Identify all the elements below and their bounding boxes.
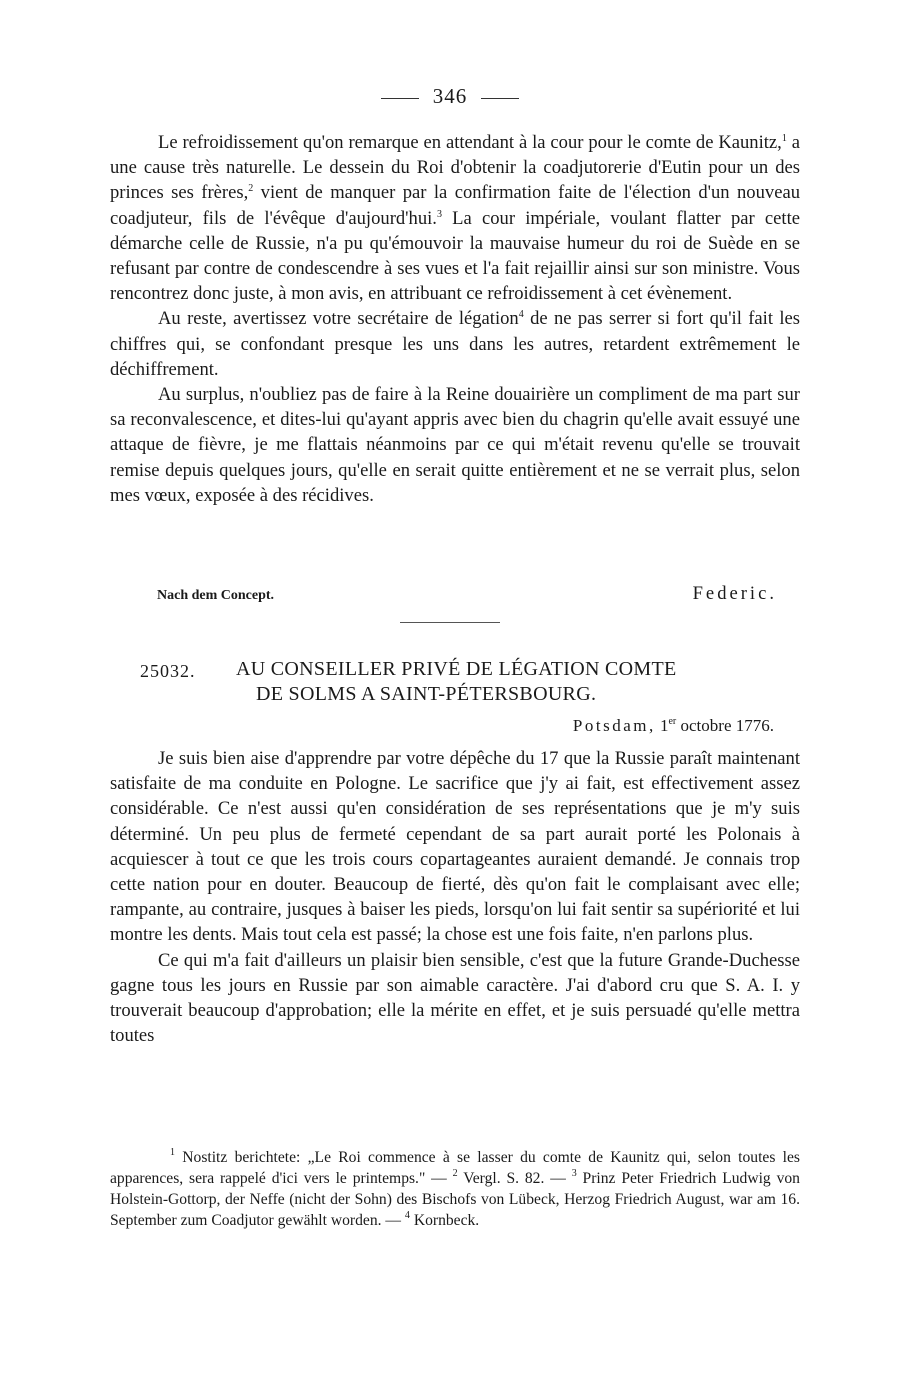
page-number-left-dash [381,98,419,99]
letter-number: 25032. [140,661,196,681]
dateline-day-suffix: er [668,716,677,727]
footnote-3-text: Prinz Peter Friedrich Ludwig von Holstein-Gottorp, der Neffe (nicht der Sohn) des Bischofs von Lübeck, Herzog Friedrich August, war am 16. September zum Coadjutor gewählt worden. — [110,1170,800,1229]
letter-title [236,657,816,707]
footnote-mark-4: 4 [518,309,524,321]
dateline-day: 1 [659,716,669,735]
footnote-3-mark: 3 [571,1168,577,1179]
letter-title-line-1: AU CONSEILLER PRIVÉ DE LÉGATION COMTE [236,658,677,680]
footnote-4-text: Kornbeck. [413,1212,480,1229]
letter-2-paragraph-2: Ce qui m'a fait d'ailleurs un plaisir bien sensible, c'est que la future Grande-Duchesse gagne tous les jours en Russie par son aimable caractère. J'ai d'abord cru que S. A. I. y trouverait beaucoup d'approbation; elle la mérite en effet, et je suis persuadé qu'elle mettra toutes [110,949,800,1047]
footnote-mark-3: 3 [436,208,442,220]
footnote-1-text: Nostitz berichtete: „Le Roi commence à se lasser du comte de Kaunitz qui, selon toutes les apparences, sera rappelé d'ici vers le printemps." — [110,1149,800,1187]
footnote-4-mark: 4 [404,1210,410,1221]
footnote-mark-1: 1 [781,133,787,144]
dateline-place: Potsdam, [572,716,656,735]
page-number [0,84,900,109]
letter-1-body [110,130,800,508]
letter-1-paragraph-2: Au reste, avertissez votre secrétaire de légation$^4$ de ne pas serrer si fort qu'il fait les chiffres qui, se confondant presque les uns dans les autres, retardent extrêmement le déchiffrement. [110,308,800,380]
footnotes [110,1147,800,1231]
footnote-1-mark: 1 [170,1147,175,1158]
letter-title-line-2: DE SOLMS A SAINT-PÉTERSBOURG. [256,683,597,705]
dateline-month-year: octobre 1776. [680,716,774,735]
footnote-mark-2: 2 [248,183,254,195]
section-divider [400,622,500,623]
footnote-block [110,1147,800,1231]
dateline [573,716,774,736]
page-number-text: 346 [432,84,468,108]
source-note: Nach dem Concept. [157,588,275,603]
letter-1-closing [157,583,777,609]
signature: Federic. [692,583,777,604]
letter-2-paragraph-1: Je suis bien aise d'apprendre par votre dépêche du 17 que la Russie paraît maintenant satisfaite de ma conduite en Pologne. Le sacrifice que j'y ai fait, est effectivement assez considérable. Ce n'est aussi qu'en considération de ses représentations que je m'y suis déterminé. Un peu plus de fermeté cependant de sa part aurait porté les Polonais à acquiescer à tout ce que les trois cours copartageantes auraient demandé. Je connais trop cette nation pour en douter. Beaucoup de fierté, dès qu'on fait le complaisant avec elle; rampante, au contraire, jusques à baiser les pieds, lorsqu'on lui fait sentir sa supériorité et lui montre les dents. Mais tout cela est passé; la chose est une fois faite, n'en parlons plus. [110,748,800,946]
letter-1-paragraph-3: Au surplus, n'oubliez pas de faire à la Reine douairière un compliment de ma part sur sa reconvalescence, et dites-lui qu'ayant appris avec bien du chagrin qu'elle avait essuyé une attaque de fièvre, je me flattais néanmoins par ce qui m'était revenu qu'elle se trouvait remise depuis quelques jours, qu'elle en serait quitte entièrement et ne se verrait plus, selon mes vœux, exposée à des récidives. [110,384,800,506]
footnote-2-text: Vergl. S. 82. — [463,1170,566,1187]
page-number-right-dash [481,98,519,99]
letter-1-paragraph-1: Le refroidissement qu'on remarque en attendant à la cour pour le comte de Kaunitz,$^1$ a une cause très naturelle. Le dessein du Roi d'obtenir la coadjutorerie d'Eutin pour un des princes ses frères,$^2$ vient de manquer par la confirmation faite de l'élection d'un nouveau coadjuteur, fils de l'évêque d'aujourd'hui.$^3$ La cour impériale, voulant flatter par cette démarche celle de Russie, n'a pu qu'émouvoir la mauvaise humeur du roi de Suède en se refusant par contre de condescendre à ses vues et l'a fait rejaillir ainsi sur son ministre. Vous rencontrez donc juste, à mon avis, en attribuant ce refroidissement à cet évènement. [110,132,800,305]
footnote-2-mark: 2 [452,1168,458,1179]
letter-2-body [110,746,800,1048]
